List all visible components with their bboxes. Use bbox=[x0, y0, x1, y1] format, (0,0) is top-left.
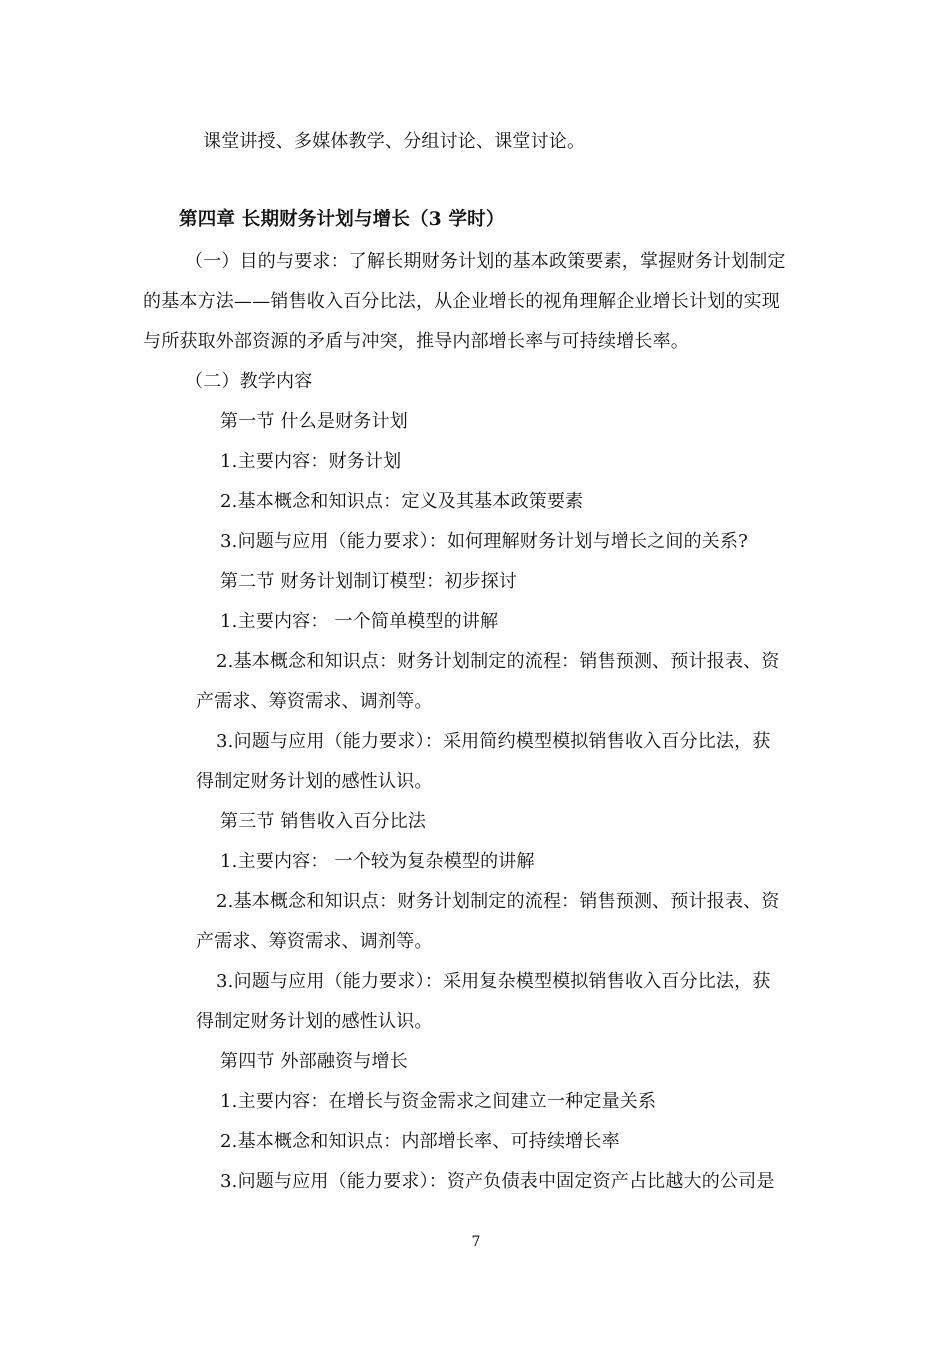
text-line: 1.主要内容： 一个简单模型的讲解 bbox=[220, 611, 499, 632]
section-heading: （二）教学内容 bbox=[185, 371, 313, 392]
text-line: 得制定财务计划的感性认识。 bbox=[196, 1011, 433, 1032]
text-line: 3.问题与应用（能力要求）：采用复杂模型模拟销售收入百分比法，获 bbox=[216, 971, 771, 992]
text-line: 2.基本概念和知识点：财务计划制定的流程：销售预测、预计报表、资 bbox=[216, 891, 780, 912]
page-number: 7 bbox=[471, 1234, 481, 1250]
text-line: 产需求、筹资需求、调剂等。 bbox=[196, 691, 433, 712]
text-line: 1.主要内容：财务计划 bbox=[220, 451, 402, 472]
text-line: 得制定财务计划的感性认识。 bbox=[196, 771, 433, 792]
text-line: （一）目的与要求：了解长期财务计划的基本政策要素，掌握财务计划制定 bbox=[185, 251, 786, 272]
text-line: 1.主要内容：在增长与资金需求之间建立一种定量关系 bbox=[220, 1091, 657, 1112]
subsection-heading: 第二节 财务计划制订模型：初步探讨 bbox=[220, 571, 518, 592]
chapter-heading: 第四章 长期财务计划与增长（3 学时） bbox=[179, 209, 505, 230]
text-line: 2.基本概念和知识点：定义及其基本政策要素 bbox=[220, 491, 584, 512]
subsection-heading: 第四节 外部融资与增长 bbox=[220, 1051, 408, 1072]
text-line: 2.基本概念和知识点：内部增长率、可持续增长率 bbox=[220, 1131, 620, 1152]
subsection-heading: 第一节 什么是财务计划 bbox=[220, 411, 408, 432]
subsection-heading: 第三节 销售收入百分比法 bbox=[220, 811, 427, 832]
text-line: 3.问题与应用（能力要求）：资产负债表中固定资产占比越大的公司是 bbox=[220, 1171, 775, 1192]
text-line: 1.主要内容： 一个较为复杂模型的讲解 bbox=[220, 851, 535, 872]
text-line: 与所获取外部资源的矛盾与冲突，推导内部增长率与可持续增长率。 bbox=[143, 331, 689, 352]
text-line: 产需求、筹资需求、调剂等。 bbox=[196, 931, 433, 952]
text-line: 2.基本概念和知识点：财务计划制定的流程：销售预测、预计报表、资 bbox=[216, 651, 780, 672]
text-line: 的基本方法——销售收入百分比法，从企业增长的视角理解企业增长计划的实现 bbox=[143, 291, 780, 312]
text-line: 3.问题与应用（能力要求）：如何理解财务计划与增长之间的关系? bbox=[220, 531, 749, 552]
text-line: 课堂讲授、多媒体教学、分组讨论、课堂讨论。 bbox=[203, 131, 586, 152]
text-line: 3.问题与应用（能力要求）：采用简约模型模拟销售收入百分比法，获 bbox=[216, 731, 771, 752]
